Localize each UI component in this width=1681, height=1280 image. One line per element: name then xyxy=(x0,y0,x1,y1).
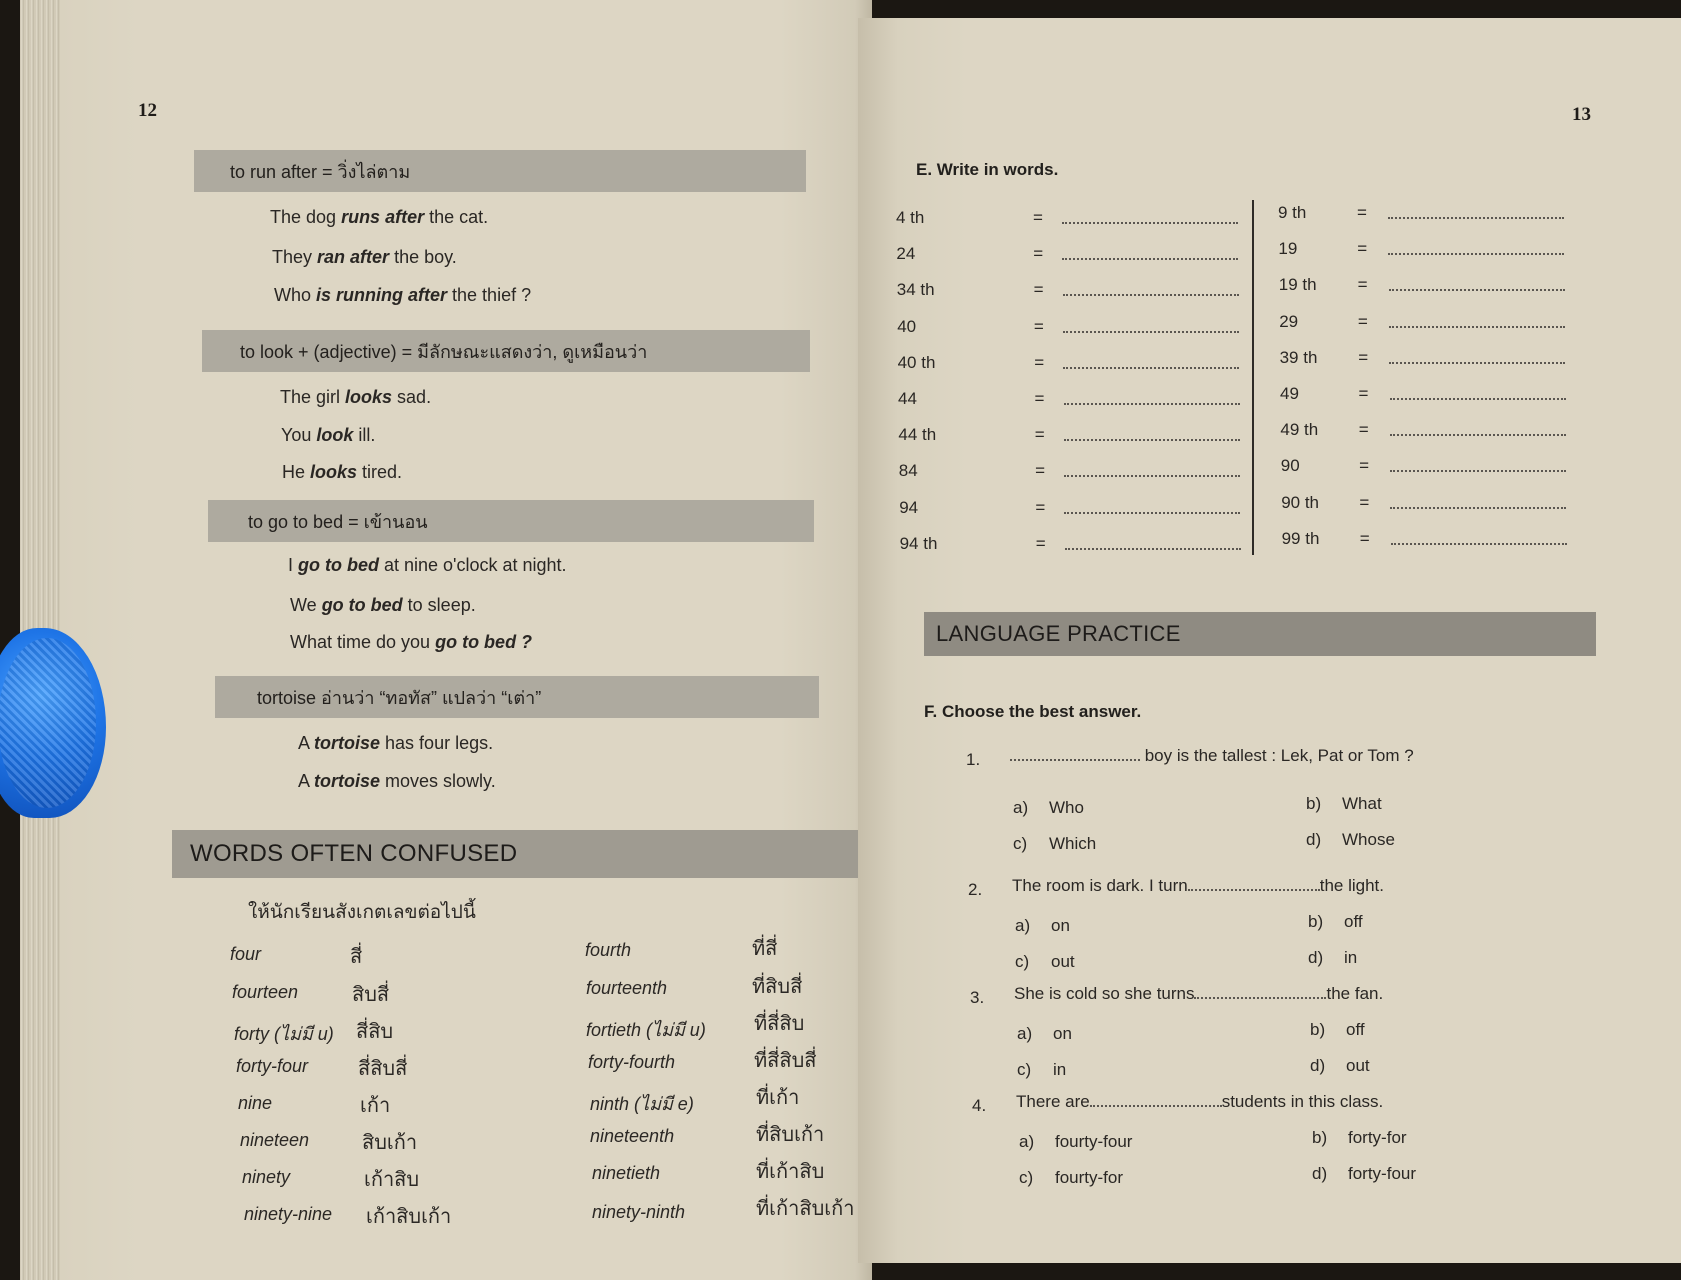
option-letter: a) xyxy=(1015,916,1031,935)
word-ordinal: forty-fourth xyxy=(588,1052,676,1072)
number-label: 19 xyxy=(1278,239,1298,259)
number-label: 99 th xyxy=(1281,528,1320,548)
answer-blank[interactable] xyxy=(1065,548,1241,550)
number-label: 40 th xyxy=(897,352,936,372)
word-ordinal: ninth (ไม่มี e) xyxy=(590,1094,694,1114)
answer-blank[interactable] xyxy=(1390,507,1566,509)
answer-option[interactable] xyxy=(1013,834,1096,854)
section-e-heading: E. Write in words. xyxy=(916,160,1059,179)
answer-blank[interactable] xyxy=(1064,512,1240,514)
equals-sign: = xyxy=(1357,203,1367,222)
answer-option[interactable] xyxy=(1308,912,1363,932)
words-often-confused-header: WORDS OFTEN CONFUSED xyxy=(172,830,859,878)
word-ordinal: ninety-ninth xyxy=(592,1202,686,1222)
word-thai-ordinal: ที่สี่สิบ xyxy=(754,1013,805,1035)
question-text: She is cold so she turns xyxy=(1014,984,1195,1003)
answer-option[interactable] xyxy=(1015,952,1075,972)
example-sentence: We go to bed to sleep. xyxy=(290,595,476,615)
word-thai: สิบสี่ xyxy=(352,984,390,1006)
word-cardinal: forty (ไม่มี u) xyxy=(234,1024,334,1044)
number-label: 34 th xyxy=(896,280,935,300)
question-number: 2. xyxy=(968,880,983,899)
word-thai: สี่สิบสี่ xyxy=(358,1058,408,1080)
word-ordinal: nineteenth xyxy=(590,1126,675,1146)
answer-blank[interactable] xyxy=(1064,403,1240,405)
number-label: 84 xyxy=(898,461,918,481)
number-label: 94 th xyxy=(899,533,938,553)
left-page xyxy=(20,0,872,1280)
idiom-bar-go-to-bed: to go to bed = เข้านอน xyxy=(208,500,814,542)
answer-blank[interactable] xyxy=(1010,747,1140,761)
word-thai: เก้าสิบ xyxy=(364,1169,420,1191)
equals-sign: = xyxy=(1035,497,1046,517)
language-practice-header: LANGUAGE PRACTICE xyxy=(924,612,1596,656)
equals-sign: = xyxy=(1357,239,1368,259)
number-label: 90 th xyxy=(1281,492,1319,512)
option-text: Which xyxy=(1049,834,1097,853)
answer-option[interactable] xyxy=(1017,1060,1066,1080)
word-thai-ordinal: ที่สี่สิบสี่ xyxy=(754,1050,817,1072)
example-sentence: They ran after the boy. xyxy=(272,247,457,267)
answer-blank[interactable] xyxy=(1391,543,1567,545)
page-number-left: 12 xyxy=(138,100,157,121)
word-cardinal: fourteen xyxy=(232,982,299,1002)
number-label: 39 th xyxy=(1279,347,1318,367)
word-cardinal: nine xyxy=(238,1093,273,1113)
word-thai-ordinal: ที่สี่ xyxy=(752,938,778,960)
answer-blank[interactable] xyxy=(1062,258,1238,260)
question-number: 1. xyxy=(966,750,981,769)
word-thai: เก้า xyxy=(360,1095,391,1117)
question-stem xyxy=(1014,984,1383,1004)
answer-blank[interactable] xyxy=(1388,253,1564,255)
word-thai-ordinal: ที่เก้า xyxy=(756,1087,800,1109)
answer-blank[interactable] xyxy=(1390,470,1566,472)
question-text: There are xyxy=(1016,1092,1090,1111)
word-thai: เก้าสิบเก้า xyxy=(366,1206,452,1228)
answer-option[interactable] xyxy=(1308,948,1357,968)
answer-blank[interactable] xyxy=(1063,294,1239,296)
idiom-bar-run-after: to run after = วิ่งไล่ตาม xyxy=(194,150,806,192)
equals-sign: = xyxy=(1033,208,1043,227)
option-text: fourty-four xyxy=(1055,1132,1133,1151)
option-letter: a) xyxy=(1013,798,1029,817)
equals-sign: = xyxy=(1357,275,1368,295)
example-sentence: A tortoise has four legs. xyxy=(298,733,494,753)
number-label: 44 th xyxy=(898,425,937,445)
option-letter: d) xyxy=(1306,830,1322,849)
option-letter: a) xyxy=(1017,1024,1033,1043)
answer-option[interactable] xyxy=(1306,830,1395,850)
question-text: the light. xyxy=(1319,876,1384,895)
answer-option[interactable] xyxy=(1306,794,1382,814)
option-text: forty-four xyxy=(1348,1164,1417,1183)
word-thai-ordinal: ที่สิบเก้า xyxy=(756,1124,825,1146)
number-label: 40 xyxy=(897,316,917,336)
equals-sign: = xyxy=(1358,347,1369,367)
answer-option[interactable] xyxy=(1013,798,1084,818)
example-sentence: A tortoise moves slowly. xyxy=(298,771,496,791)
word-thai-ordinal: ที่เก้าสิบ xyxy=(756,1161,825,1183)
equals-sign: = xyxy=(1358,384,1369,403)
number-label: 90 xyxy=(1280,456,1300,476)
option-text: fourty-for xyxy=(1055,1168,1124,1187)
answer-blank[interactable] xyxy=(1389,326,1565,328)
option-letter: d) xyxy=(1310,1056,1326,1075)
option-letter: b) xyxy=(1306,794,1322,813)
equals-sign: = xyxy=(1034,425,1045,445)
option-letter: c) xyxy=(1015,952,1030,971)
word-thai: สี่สิบ xyxy=(356,1021,394,1043)
equals-sign: = xyxy=(1358,420,1369,440)
example-sentence: You look ill. xyxy=(281,425,376,445)
answer-blank[interactable] xyxy=(1064,439,1240,441)
number-label: 49 th xyxy=(1280,420,1319,440)
equals-sign: = xyxy=(1033,244,1044,264)
option-text: off xyxy=(1346,1020,1365,1039)
question-text: The room is dark. I turn xyxy=(1012,876,1188,895)
number-label: 94 xyxy=(899,497,919,517)
equals-sign: = xyxy=(1034,389,1045,408)
equals-sign: = xyxy=(1035,461,1046,481)
answer-blank[interactable] xyxy=(1388,217,1564,219)
answer-blank[interactable] xyxy=(1194,985,1326,999)
word-thai-ordinal: ที่เก้าสิบเก้า xyxy=(756,1198,855,1220)
option-text: in xyxy=(1344,948,1358,967)
idiom-bar-tortoise: tortoise อ่านว่า “ทอทัส” แปลว่า “เต่า” xyxy=(215,676,819,718)
word-thai-ordinal: ที่สิบสี่ xyxy=(752,976,803,998)
answer-blank[interactable] xyxy=(1062,222,1238,224)
question-stem xyxy=(1010,746,1414,766)
number-label: 19 th xyxy=(1278,275,1317,295)
answer-option[interactable] xyxy=(1310,1056,1370,1076)
word-thai: สี่ xyxy=(350,946,363,968)
answer-blank[interactable] xyxy=(1064,475,1240,477)
option-letter: c) xyxy=(1019,1168,1034,1187)
equals-sign: = xyxy=(1357,311,1368,331)
option-text: What xyxy=(1342,794,1382,813)
option-letter: b) xyxy=(1308,912,1324,931)
option-letter: c) xyxy=(1017,1060,1032,1079)
page-number-right: 13 xyxy=(1572,104,1591,125)
number-label: 49 xyxy=(1280,384,1299,403)
answer-blank[interactable] xyxy=(1390,434,1566,436)
option-text: Whose xyxy=(1342,830,1395,849)
answer-blank[interactable] xyxy=(1063,331,1239,333)
answer-blank[interactable] xyxy=(1063,367,1239,369)
example-sentence: What time do you go to bed ? xyxy=(290,632,533,652)
example-sentence: He looks tired. xyxy=(282,462,403,482)
option-letter: d) xyxy=(1312,1164,1328,1183)
question-number: 4. xyxy=(972,1096,987,1115)
question-text: boy is the tallest : Lek, Pat or Tom ? xyxy=(1140,746,1414,765)
answer-blank[interactable] xyxy=(1389,289,1565,291)
option-text: out xyxy=(1051,952,1075,971)
word-thai: สิบเก้า xyxy=(362,1132,418,1154)
word-cardinal: four xyxy=(230,944,262,964)
answer-option[interactable] xyxy=(1019,1168,1123,1188)
question-stem xyxy=(1016,1092,1383,1112)
option-text: off xyxy=(1344,912,1363,931)
answer-option[interactable] xyxy=(1017,1024,1072,1044)
answer-blank[interactable] xyxy=(1389,362,1565,364)
option-letter: c) xyxy=(1013,834,1028,853)
word-cardinal: nineteen xyxy=(240,1130,310,1150)
column-divider xyxy=(1252,200,1254,555)
word-ordinal: fortieth (ไม่มี u) xyxy=(586,1020,706,1040)
words-instruction: ให้นักเรียนสังเกตเลขต่อไปนี้ xyxy=(248,902,476,923)
question-stem xyxy=(1012,876,1384,896)
answer-option[interactable] xyxy=(1019,1132,1132,1152)
number-label: 9 th xyxy=(1278,203,1307,222)
equals-sign: = xyxy=(1034,352,1045,372)
option-text: on xyxy=(1051,916,1070,935)
answer-blank[interactable] xyxy=(1090,1093,1222,1107)
question-number: 3. xyxy=(970,988,985,1007)
answer-option[interactable] xyxy=(1312,1128,1407,1148)
answer-option[interactable] xyxy=(1312,1164,1416,1184)
word-ordinal: ninetieth xyxy=(592,1163,661,1183)
option-text: out xyxy=(1346,1056,1370,1075)
word-cardinal: ninety xyxy=(242,1167,291,1187)
example-sentence: The girl looks sad. xyxy=(280,387,432,407)
idiom-bar-look-adjective: to look + (adjective) = มีลักษณะแสดงว่า, ดูเหมือนว่า xyxy=(202,330,810,372)
equals-sign: = xyxy=(1359,492,1370,512)
example-sentence: The dog runs after the cat. xyxy=(270,207,489,227)
option-text: on xyxy=(1053,1024,1072,1043)
equals-sign: = xyxy=(1359,456,1370,476)
number-label: 24 xyxy=(896,244,916,264)
equals-sign: = xyxy=(1359,528,1370,548)
option-letter: b) xyxy=(1310,1020,1326,1039)
right-page xyxy=(858,18,1681,1263)
example-sentence: Who is running after the thief ? xyxy=(274,285,532,305)
example-sentence: I go to bed at nine o'clock at night. xyxy=(288,555,567,575)
section-f-heading: F. Choose the best answer. xyxy=(924,702,1142,721)
question-text: the fan. xyxy=(1326,984,1384,1003)
equals-sign: = xyxy=(1033,316,1044,336)
answer-option[interactable] xyxy=(1310,1020,1365,1040)
answer-blank[interactable] xyxy=(1188,877,1320,891)
word-cardinal: ninety-nine xyxy=(244,1204,333,1224)
option-letter: a) xyxy=(1019,1132,1035,1151)
number-label: 4 th xyxy=(896,208,925,227)
option-text: forty-for xyxy=(1348,1128,1407,1147)
equals-sign: = xyxy=(1033,280,1044,300)
option-letter: b) xyxy=(1312,1128,1328,1147)
option-text: Who xyxy=(1049,798,1084,817)
number-label: 29 xyxy=(1279,311,1299,331)
number-label: 44 xyxy=(898,389,917,408)
option-text: in xyxy=(1053,1060,1067,1079)
answer-option[interactable] xyxy=(1015,916,1070,936)
word-cardinal: forty-four xyxy=(236,1056,309,1076)
word-ordinal: fourteenth xyxy=(586,978,668,998)
word-ordinal: fourth xyxy=(585,940,632,960)
option-letter: d) xyxy=(1308,948,1324,967)
answer-blank[interactable] xyxy=(1390,398,1566,400)
equals-sign: = xyxy=(1035,533,1046,553)
question-text: students in this class. xyxy=(1221,1092,1384,1111)
